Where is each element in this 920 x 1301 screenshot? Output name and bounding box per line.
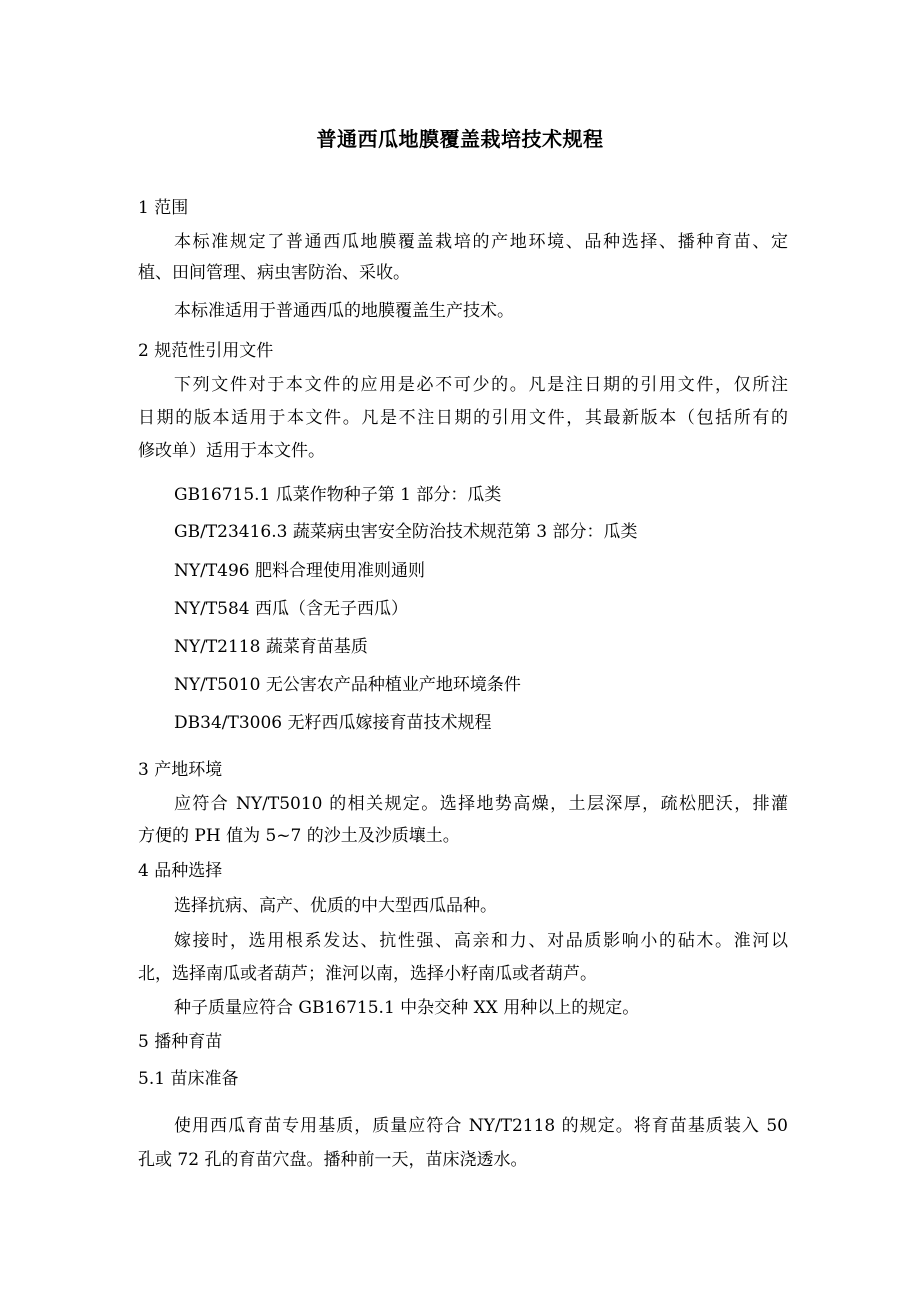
section-heading-environment: 3 产地环境 xyxy=(138,760,223,780)
paragraph-line: 植、田间管理、病虫害防治、采收。 xyxy=(138,263,410,283)
reference-item: NY/T496 肥料合理使用准则通则 xyxy=(174,561,426,581)
paragraph-line: 孔或 72 孔的育苗穴盘。播种前一天，苗床浇透水。 xyxy=(138,1150,528,1170)
reference-item: GB16715.1 瓜菜作物种子第 1 部分：瓜类 xyxy=(174,485,502,505)
subsection-heading-seedbed: 5.1 苗床准备 xyxy=(138,1069,239,1089)
paragraph-line: 下列文件对于本文件的应用是必不可少的。凡是注日期的引用文件，仅所注 xyxy=(174,375,788,395)
section-heading-variety: 4 品种选择 xyxy=(138,861,223,881)
paragraph-line: 本标准适用于普通西瓜的地膜覆盖生产技术。 xyxy=(174,301,514,321)
reference-item: DB34/T3006 无籽西瓜嫁接育苗技术规程 xyxy=(174,713,492,733)
document-title: 普通西瓜地膜覆盖栽培技术规程 xyxy=(316,127,604,151)
reference-item: GB/T23416.3 蔬菜病虫害安全防治技术规范第 3 部分：瓜类 xyxy=(174,522,638,542)
paragraph-line: 应符合 NY/T5010 的相关规定。选择地势高燥，土层深厚，疏松肥沃，排灌 xyxy=(174,794,788,814)
paragraph-line: 选择抗病、高产、优质的中大型西瓜品种。 xyxy=(174,896,497,916)
paragraph-line: 北，选择南瓜或者葫芦；淮河以南，选择小籽南瓜或者葫芦。 xyxy=(138,964,597,984)
paragraph-line: 使用西瓜育苗专用基质，质量应符合 NY/T2118 的规定。将育苗基质装入 50 xyxy=(174,1116,788,1136)
reference-item: NY/T2118 蔬菜育苗基质 xyxy=(174,637,368,657)
section-heading-references: 2 规范性引用文件 xyxy=(138,341,274,361)
reference-item: NY/T5010 无公害农产品种植业产地环境条件 xyxy=(174,675,521,695)
paragraph-line: 日期的版本适用于本文件。凡是不注日期的引用文件，其最新版本（包括所有的 xyxy=(138,408,788,428)
section-heading-seedling: 5 播种育苗 xyxy=(138,1032,223,1052)
paragraph-line: 修改单）适用于本文件。 xyxy=(138,441,325,461)
paragraph-line: 本标准规定了普通西瓜地膜覆盖栽培的产地环境、品种选择、播种育苗、定 xyxy=(174,232,788,252)
paragraph-line: 种子质量应符合 GB16715.1 中杂交种 XX 用种以上的规定。 xyxy=(174,998,640,1018)
section-heading-scope: 1 范围 xyxy=(138,198,189,218)
paragraph-line: 方便的 PH 值为 5~7 的沙土及沙质壤土。 xyxy=(138,826,460,846)
reference-item: NY/T584 西瓜（含无子西瓜） xyxy=(174,599,409,619)
paragraph-line: 嫁接时，选用根系发达、抗性强、高亲和力、对品质影响小的砧木。淮河以 xyxy=(174,931,788,951)
